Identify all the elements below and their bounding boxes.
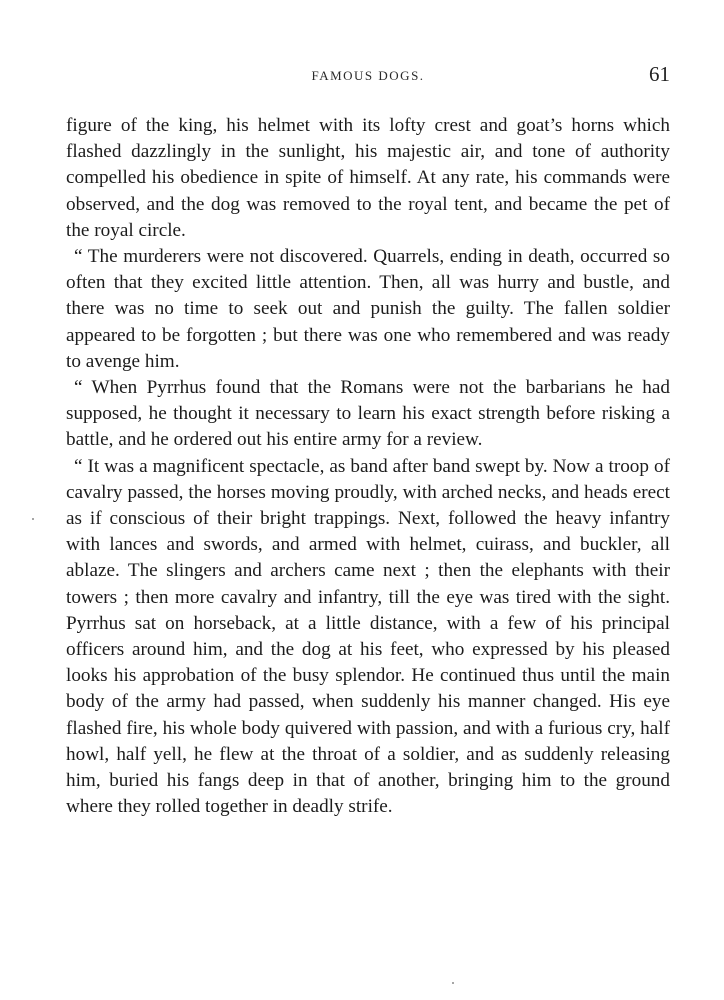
- paragraph-3: “ When Pyrrhus found that the Romans were not the barbarians he had supposed, he thought it necessary to learn his exact strength before risking a battle, and he ordered out his entire army for a review.: [66, 377, 670, 451]
- paragraph-4: “ It was a magnificent spectacle, as band after band swept by. Now a troop of cavalry passed, the horses moving proudly, with arched necks, and heads erect as if conscious of their bright trappings. Next, followed the heavy infantry with lances and swords, and armed with helmet, cuirass, and buckler, all ablaze. The slingers and archers came next ; then the elephants with their towers ; then more cavalry and infantry, till the eye was tired with the sight. Pyrrhus sat on horseback, at a little distance, with a few of his principal officers around him, and the dog at his feet, who expressed by his pleased looks his approbation of the busy splendor. He continued thus until the main body of the army had passed, when suddenly his manner changed. His eye flashed fire, his whole body quivered with passion, and with a furious cry, half howl, half yell, he flew at the throat of a soldier, and as suddenly releasing him, buried his fangs deep in that of another, bringing him to the ground where they rolled together in deadly strife.: [66, 455, 670, 818]
- page-number: 61: [649, 62, 670, 86]
- running-title: FAMOUS DOGS.: [311, 68, 425, 83]
- paragraph-1: figure of the king, his helmet with its lofty crest and goat’s horns which flashed dazzlingly in the sunlight, his majestic air, and tone of authority compelled his obedience in spite of himself. At any rate, his commands were observed, and the dog was removed to the royal tent, and became the pet of the royal circle.: [66, 115, 670, 241]
- running-head: [66, 64, 670, 88]
- body-text: [66, 113, 670, 820]
- paper-speck: [452, 982, 454, 984]
- paper-speck: [32, 518, 34, 520]
- paragraph-2: “ The murderers were not discovered. Quarrels, ending in death, occurred so often that they excited little attention. Then, all was hurry and bustle, and there was no time to seek out and punish the guilty. The fallen soldier appeared to be forgotten ; but there was one who remembered and was ready to avenge him.: [66, 246, 670, 372]
